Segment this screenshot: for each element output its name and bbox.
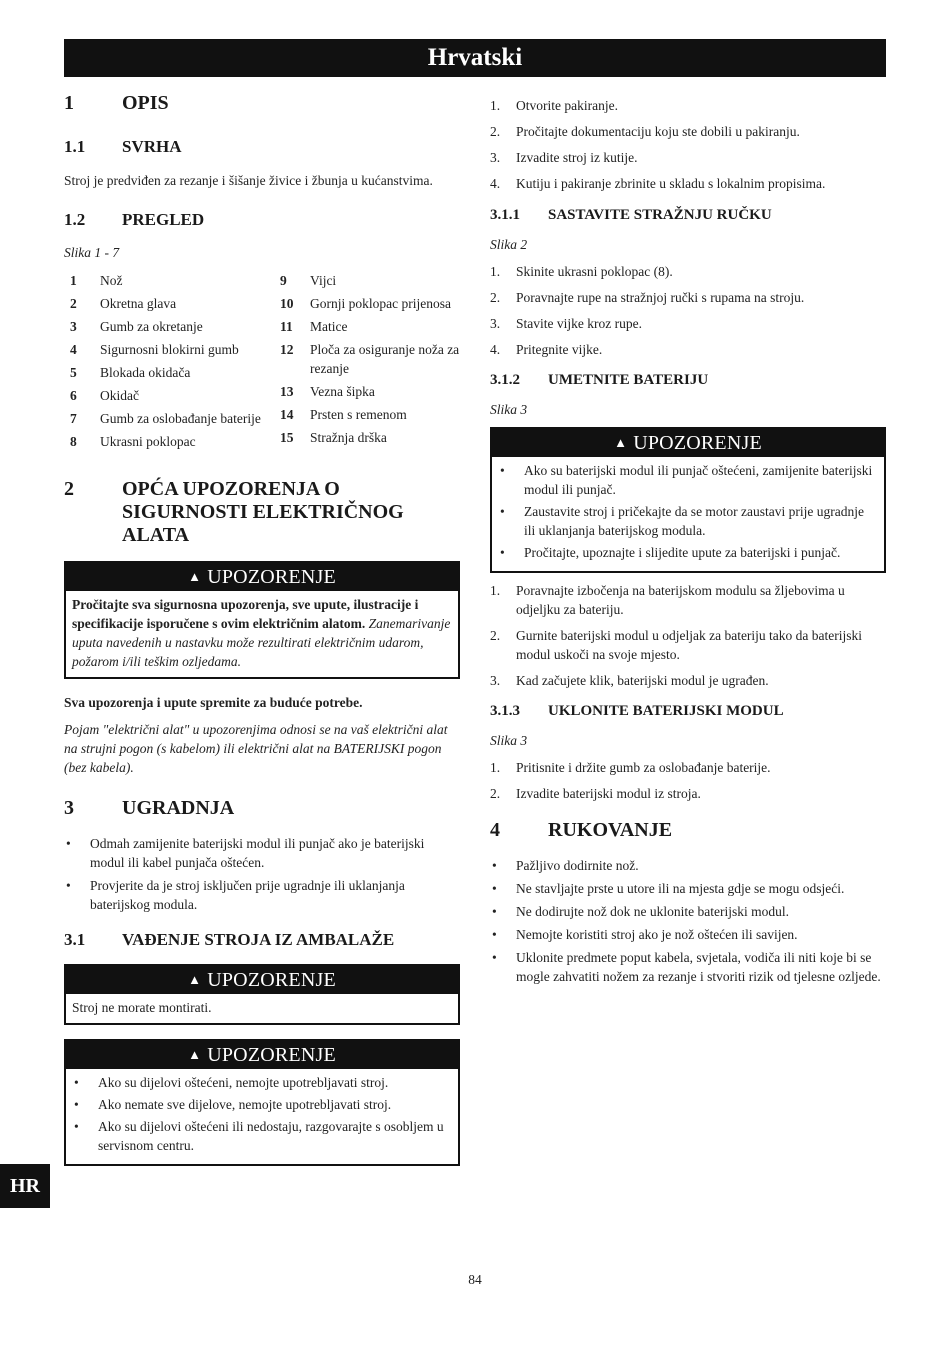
bullet-item [64, 834, 460, 872]
section-title: OPIS [122, 92, 169, 114]
step-text: Kutiju i pakiranje zbrinite u skladu s lokalnim propisima. [516, 176, 826, 191]
part-item [274, 383, 460, 402]
bullet-icon: • [500, 504, 505, 519]
bullet-text: Nemojte koristiti stroj ako je nož oštećen ili savijen. [516, 927, 798, 942]
bullet-item [498, 543, 878, 562]
warning-bullets [498, 461, 878, 562]
part-number: 15 [280, 429, 294, 445]
part-item [274, 295, 460, 314]
part-number: 5 [70, 365, 77, 380]
part-label: Okretna glava [100, 296, 177, 311]
part-number: 1 [70, 273, 77, 288]
section-title: UMETNITE BATERIJU [548, 372, 709, 388]
step-item [490, 288, 886, 307]
step-item [490, 122, 886, 141]
parts-list-left [64, 272, 274, 456]
warning-body [492, 457, 884, 571]
part-number: 8 [70, 434, 77, 449]
bullet-text: Zaustavite stroj i pričekajte da se motor zaustavi prije ugradnje ili uklanjanja baterijskog modula. [524, 504, 865, 538]
part-item [64, 364, 274, 383]
section-number: 3.1.2 [490, 372, 520, 388]
bullet-icon: • [74, 1119, 79, 1134]
section-number: 1.1 [64, 137, 86, 156]
bullet-icon: • [492, 858, 497, 873]
bullet-item [72, 1073, 452, 1092]
power-tool-term-text: Pojam "električni alat" u upozorenjima odnosi se na vaš električni alat na strujni pogon (s kabelom) ili električni alat na BATERIJSKI pogon (bez kabela). [64, 722, 448, 775]
step-number: 1. [490, 760, 501, 775]
warning-bold-text: Pročitajte sva sigurnosna upozorenja, sve upute, ilustracije i specifikacije isporučene s ovim električnim alatom. [72, 597, 419, 631]
bullet-text: Ako su dijelovi oštećeni ili nedostaju, razgovarajte s osobljem u servisnom centru. [98, 1119, 444, 1153]
section-title: RUKOVANJE [548, 819, 673, 841]
part-label: Vijci [310, 273, 337, 288]
bullet-text: Ako su baterijski modul ili punjač oštećeni, zamijenite baterijski modul ili punjač. [524, 463, 873, 497]
part-number: 9 [280, 273, 287, 288]
section-title: PREGLED [122, 210, 205, 229]
step-number: 2. [490, 124, 501, 139]
warning-label: UPOZORENJE [207, 1044, 336, 1066]
section-number: 1.2 [64, 210, 86, 229]
warning-header [66, 563, 458, 591]
warning-header [66, 1041, 458, 1069]
warning-box-battery [490, 427, 886, 573]
step-number: 1. [490, 98, 501, 113]
step-number: 2. [490, 628, 501, 643]
section-3-heading [64, 797, 460, 820]
figure-ref: Slika 2 [490, 237, 528, 252]
part-label: Stražnja drška [310, 429, 387, 445]
part-item [64, 410, 274, 429]
warning-header [66, 966, 458, 994]
part-number: 14 [280, 406, 294, 422]
part-label: Gumb za okretanje [100, 319, 203, 334]
bullet-item [490, 948, 886, 986]
warning-label: UPOZORENJE [633, 432, 762, 454]
warning-label: UPOZORENJE [207, 566, 336, 588]
bullet-icon: • [500, 545, 505, 560]
part-number: 4 [70, 342, 77, 357]
section-title: UGRADNJA [122, 797, 235, 819]
part-label: Nož [100, 273, 123, 288]
section-title: UKLONITE BATERIJSKI MODUL [548, 703, 784, 719]
bullet-text: Provjerite da je stroj isključen prije ugradnje ili uklanjanja baterijskog modula. [90, 878, 405, 912]
part-label: Blokada okidača [100, 365, 191, 380]
step-number: 2. [490, 290, 501, 305]
bullet-item [490, 879, 886, 898]
part-item [274, 272, 460, 291]
step-item [490, 148, 886, 167]
part-label: Okidač [100, 388, 139, 403]
step-item [490, 581, 886, 619]
part-label: Sigurnosni blokirni gumb [100, 342, 239, 357]
bullet-text: Odmah zamijenite baterijski modul ili punjač ako je baterijski modul ili kabel punjača oštećen. [90, 836, 425, 870]
section-3-1-heading [64, 930, 460, 950]
warning-body [66, 1069, 458, 1164]
insert-battery-steps [490, 581, 886, 690]
step-item [490, 758, 886, 777]
part-item [274, 429, 460, 448]
right-column [490, 96, 886, 990]
step-text: Stavite vijke kroz rupe. [516, 316, 642, 331]
warning-body: Stroj ne morate montirati. [72, 1000, 212, 1015]
bullet-icon: • [492, 881, 497, 896]
bullet-icon: • [500, 463, 505, 478]
bullet-item [490, 856, 886, 875]
part-item [64, 387, 274, 406]
step-text: Pritegnite vijke. [516, 342, 603, 357]
warning-bullets [72, 1073, 452, 1155]
warning-triangle-icon: ▲ [188, 569, 202, 584]
step-text: Pritisnite i držite gumb za oslobađanje baterije. [516, 760, 771, 775]
warning-italic-text: Zanemarivanje uputa navedenih u nastavku može rezultirati električnim udarom, požarom i/ili teškim ozljedama. [72, 616, 451, 669]
part-label: Matice [310, 319, 348, 334]
bullet-text: Uklonite predmete poput kabela, svjetala, vodiča ili niti koje bi se mogle zahvatiti nožem za rezanje i stvoriti rizik od tjelesne ozljede. [516, 950, 881, 984]
section-3-1-3-heading [490, 702, 886, 720]
bullet-icon: • [492, 904, 497, 919]
warning-header [492, 429, 884, 457]
step-item [490, 96, 886, 115]
purpose-text: Stroj je predviđen za rezanje i šišanje živice i žbunja u kućanstvima. [64, 173, 433, 188]
bullet-icon: • [66, 878, 71, 893]
page-number: 84 [468, 1272, 482, 1287]
section-number: 2 [64, 478, 74, 500]
part-number: 12 [280, 342, 294, 357]
part-item [274, 341, 460, 378]
part-item [274, 406, 460, 425]
step-number: 3. [490, 673, 501, 688]
part-item [64, 272, 274, 291]
warning-box-general [64, 561, 460, 679]
remove-battery-steps [490, 758, 886, 803]
section-number: 3.1.1 [490, 207, 520, 223]
step-number: 4. [490, 176, 501, 191]
section-number: 3.1.3 [490, 703, 520, 719]
bullet-item [498, 502, 878, 540]
step-number: 1. [490, 264, 501, 279]
left-column [64, 92, 460, 1166]
step-number: 2. [490, 786, 501, 801]
section-title: OPĆA UPOZORENJA O SIGURNOSTI ELEKTRIČNOG ALATA [122, 478, 404, 546]
figure-ref: Slika 3 [490, 402, 528, 417]
part-item [274, 318, 460, 337]
section-number: 3.1 [64, 930, 86, 949]
parts-list [64, 272, 460, 456]
step-number: 3. [490, 150, 501, 165]
part-label: Gumb za oslobađanje baterije [100, 411, 261, 426]
part-label: Gornji poklopac prijenosa [310, 296, 451, 311]
section-1-2-heading [64, 210, 460, 230]
warning-triangle-icon: ▲ [188, 972, 202, 987]
step-item [490, 626, 886, 664]
unpack-steps [490, 96, 886, 193]
section-title: VAĐENJE STROJA IZ AMBALAŽE [122, 930, 395, 949]
section-number: 3 [64, 797, 74, 819]
bullet-text: Ne stavljajte prste u utore ili na mjesta gdje se mogu odsjeći. [516, 881, 845, 896]
part-number: 7 [70, 411, 77, 426]
step-item [490, 784, 886, 803]
section-4-heading [490, 819, 886, 842]
step-number: 3. [490, 316, 501, 331]
part-item [64, 318, 274, 337]
step-text: Poravnajte izbočenja na baterijskom modulu sa žljebovima u odjeljku za bateriju. [516, 583, 845, 617]
step-text: Gurnite baterijski modul u odjeljak za bateriju tako da baterijski modul uskoči na svoje mjesto. [516, 628, 863, 662]
bullet-icon: • [74, 1075, 79, 1090]
part-number: 13 [280, 383, 294, 399]
bullet-item [498, 461, 878, 499]
page-title: Hrvatski [64, 39, 886, 77]
bullet-item [64, 876, 460, 914]
parts-list-right [274, 272, 460, 456]
warning-label: UPOZORENJE [207, 969, 336, 991]
section-1-heading [64, 92, 460, 115]
section-3-1-1-heading [490, 206, 886, 224]
warning-box-parts [64, 1039, 460, 1166]
step-text: Kad začujete klik, baterijski modul je ugrađen. [516, 673, 769, 688]
warning-body [66, 591, 458, 677]
part-label: Ploča za osiguranje noža za rezanje [310, 342, 460, 376]
section-2-heading [64, 478, 460, 547]
bullet-item [72, 1095, 452, 1114]
section-number: 1 [64, 92, 74, 114]
part-number: 3 [70, 319, 77, 334]
part-number: 2 [70, 296, 77, 311]
installation-bullets [64, 834, 460, 914]
section-3-1-2-heading [490, 371, 886, 389]
section-1-1-heading [64, 137, 460, 157]
step-number: 1. [490, 583, 501, 598]
bullet-icon: • [492, 950, 497, 965]
step-item [490, 340, 886, 359]
section-number: 4 [490, 819, 500, 841]
part-item [64, 433, 274, 452]
section-title: SVRHA [122, 137, 182, 156]
warning-triangle-icon: ▲ [614, 435, 628, 450]
step-text: Otvorite pakiranje. [516, 98, 618, 113]
figure-ref: Slika 3 [490, 733, 528, 748]
part-label: Vezna šipka [310, 383, 375, 399]
part-label: Ukrasni poklopac [100, 434, 196, 449]
step-text: Poravnajte rupe na stražnjoj ručki s rupama na stroju. [516, 290, 805, 305]
part-label: Prsten s remenom [310, 406, 407, 422]
step-item [490, 314, 886, 333]
part-number: 10 [280, 296, 294, 311]
bullet-text: Ako su dijelovi oštećeni, nemojte upotrebljavati stroj. [98, 1075, 389, 1090]
warning-triangle-icon: ▲ [188, 1047, 202, 1062]
bullet-icon: • [492, 927, 497, 942]
save-instructions-text: Sva upozorenja i upute spremite za buduće potrebe. [64, 695, 363, 710]
bullet-item [72, 1117, 452, 1155]
bullet-icon: • [74, 1097, 79, 1112]
bullet-text: Ako nemate sve dijelove, nemojte upotrebljavati stroj. [98, 1097, 392, 1112]
step-item [490, 174, 886, 193]
step-text: Izvadite baterijski modul iz stroja. [516, 786, 701, 801]
operation-bullets [490, 856, 886, 986]
step-text: Izvadite stroj iz kutije. [516, 150, 638, 165]
step-item [490, 262, 886, 281]
warning-box-unpack [64, 964, 460, 1025]
part-number: 11 [280, 319, 293, 334]
section-title: SASTAVITE STRAŽNJU RUČKU [548, 207, 772, 223]
part-item [64, 341, 274, 360]
rear-handle-steps [490, 262, 886, 359]
language-tab: HR [0, 1164, 50, 1208]
step-item [490, 671, 886, 690]
part-number: 6 [70, 388, 77, 403]
bullet-text: Pažljivo dodirnite nož. [516, 858, 639, 873]
part-item [64, 295, 274, 314]
step-number: 4. [490, 342, 501, 357]
bullet-text: Pročitajte, upoznajte i slijedite upute za baterijski i punjač. [524, 545, 841, 560]
bullet-item [490, 925, 886, 944]
figure-ref: Slika 1 - 7 [64, 245, 120, 260]
bullet-text: Ne dodirujte nož dok ne uklonite baterijski modul. [516, 904, 789, 919]
step-text: Skinite ukrasni poklopac (8). [516, 264, 673, 279]
bullet-icon: • [66, 836, 71, 851]
bullet-item [490, 902, 886, 921]
step-text: Pročitajte dokumentaciju koju ste dobili u pakiranju. [516, 124, 800, 139]
